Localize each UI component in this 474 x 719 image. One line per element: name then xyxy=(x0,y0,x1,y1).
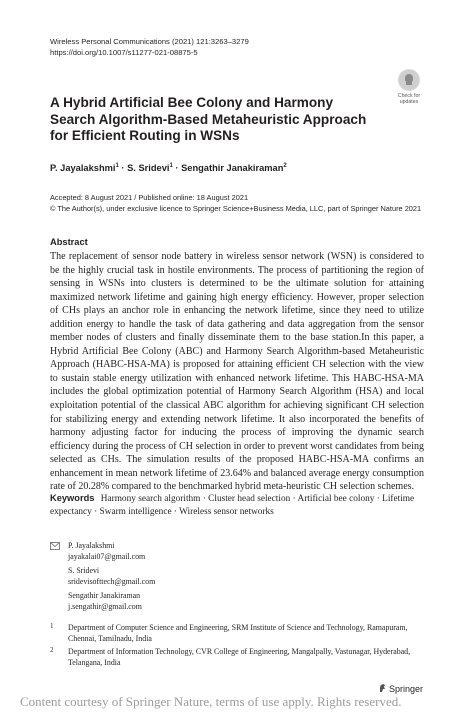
contact-entry xyxy=(68,566,288,587)
check-for-updates-badge[interactable] xyxy=(395,69,423,105)
contact-name: S. Sridevi xyxy=(68,566,100,575)
affiliation-text: Department of Computer Science and Engineering, SRM Institute of Science and Technology, Ramapuram, Chennai, Tamilnadu, India xyxy=(68,623,408,643)
courtesy-notice: Content courtesy of Springer Nature, terms of use apply. Rights reserved. xyxy=(20,694,402,709)
journal-header xyxy=(50,36,249,58)
author-affiliation-mark: 2 xyxy=(283,163,287,169)
contact-entry xyxy=(68,591,288,612)
author-separator: · xyxy=(118,163,128,174)
update-icon xyxy=(398,69,420,91)
contact-name: Sengathir Janakiraman xyxy=(68,591,141,600)
badge-line-1: Check for xyxy=(397,93,421,99)
affiliation-number: 2 xyxy=(50,646,54,654)
dates-line: Accepted: 8 August 2021 / Published online: 18 August 2021 xyxy=(50,193,249,202)
keywords-block xyxy=(50,492,424,520)
contact-name: P. Jayalakshmi xyxy=(68,541,115,550)
publisher-name: Springer xyxy=(389,684,424,694)
publication-info xyxy=(50,192,430,214)
publisher-logo xyxy=(378,683,423,694)
envelope-icon xyxy=(50,542,60,552)
affiliation-number: 1 xyxy=(50,622,54,630)
author-list xyxy=(50,163,287,173)
doi-link[interactable]: https://doi.org/10.1007/s11277-021-08875-5 xyxy=(50,48,198,57)
author-affiliation-mark: 1 xyxy=(169,163,173,169)
abstract-body: The replacement of sensor node battery in wireless sensor network (WSN) is considered to be the highly crucial task in hostile environments. The process of partitioning the region of sensing in WSNs into clusters is determined to be the ultimate solution for attaining maximized network lifetime and gaining high energy efficiency. However, proper selection of CHs plays an anchor role in enhancing the network lifetime, since they need to utilize addition energy to handle the task of data gathering and data aggregation from the sensor member nodes of clusters and finally disseminate them to the base station.In this paper, a Hybrid Artificial Bee Colony (ABC) and Harmony Search Algorithm-based Metaheuristic Approach (HABC-HSA-MA) is proposed for attaining efficient CH selection with the view to sustain stable energy utilization with enhanced network lifetime. This HABC-HSA-MA includes the global optimization potential of Harmony Search Algorithm (HSA) and local exploitation potential of the classical ABC algorithm for achieving significant CH selection for stabilizing energy and extending network lifetime. It also incorporated the benefits of harmony adjusting factor for inducing the process of improving the dynamic search efficiency during the process of CH selection in order to prevent worst candidates from being selected as CHs. The simulation results of the proposed HABC-HSA-MA confirms an enhancement in mean network lifetime of 23.64% and balanced average energy consumption rate of 20.28% compared to the benchmarked hybrid meta-heuristic CH selection schemes. xyxy=(50,251,424,493)
badge-line-2: updates xyxy=(399,99,419,105)
springer-horse-icon xyxy=(378,683,387,693)
abstract-heading: Abstract xyxy=(50,237,88,247)
paper-title: A Hybrid Artificial Bee Colony and Harmony Search Algorithm-Based Metaheuristic Approach for Efficient Routing in WSNs xyxy=(50,95,367,144)
keywords-list: Harmony search algorithm · Cluster head selection · Artificial bee colony · Lifetime expectancy · Swarm intelligence · Wireless sensor networks xyxy=(50,494,415,518)
author-name[interactable]: Sengathir Janakiraman xyxy=(181,163,284,174)
author-separator: · xyxy=(172,163,182,174)
keywords-label: Keywords xyxy=(50,493,95,503)
author-affiliation-mark: 1 xyxy=(115,163,119,169)
author-name[interactable]: S. Sridevi xyxy=(127,163,170,174)
contact-email[interactable]: j.sengathir@gmail.com xyxy=(68,601,142,611)
copyright-line: © The Author(s), under exclusive licence to Springer Science+Business Media, LLC, part of Springer Nature 2021 xyxy=(50,204,422,213)
affiliation-text: Department of Information Technology, CVR College of Engineering, Mangalpally, Vastunagar, Hyderabad, Telangana, India xyxy=(68,647,411,667)
author-name[interactable]: P. Jayalakshmi xyxy=(50,163,116,174)
contact-email[interactable]: sridevisofttech@gmail.com xyxy=(68,576,156,586)
journal-citation: Wireless Personal Communications (2021) 121:3263–3279 xyxy=(50,37,249,46)
contact-email[interactable]: jayakalai07@gmail.com xyxy=(68,551,146,561)
contact-entry xyxy=(68,541,288,562)
